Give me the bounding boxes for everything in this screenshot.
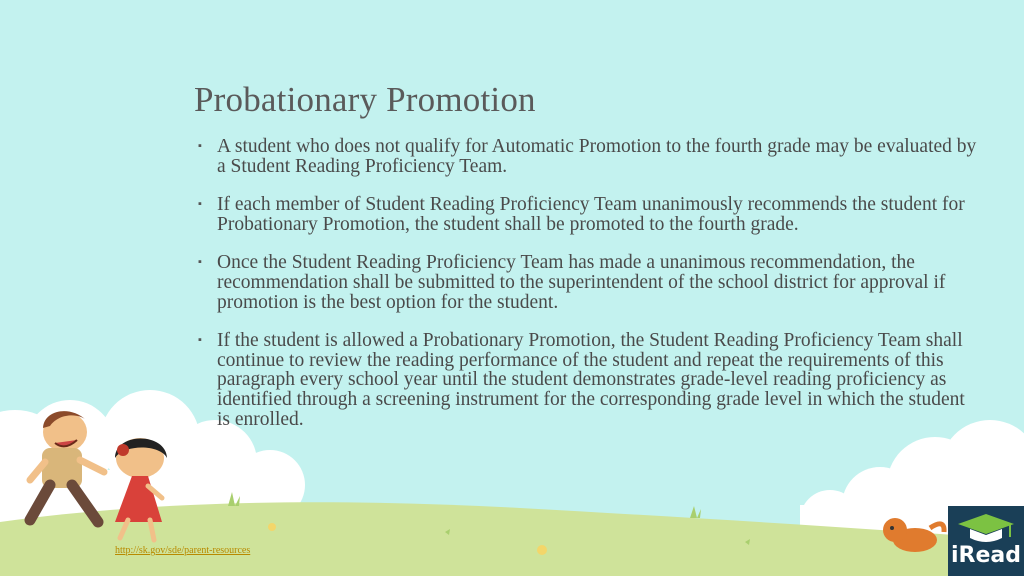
bullet-text: A student who does not qualify for Automatic Promotion to the fourth grade may be evaluated by a Student Reading Proficiency Team. <box>217 136 977 177</box>
bullet-item <box>198 253 978 312</box>
logo-text: iRead <box>951 543 1021 568</box>
bullet-marker: ▪ <box>198 198 202 211</box>
graduation-cap-icon <box>948 508 1024 548</box>
bullet-marker: ▪ <box>198 256 202 269</box>
bullet-item <box>198 137 978 176</box>
iread-logo <box>948 506 1024 576</box>
bullet-item <box>198 195 978 234</box>
slide-title: Probationary Promotion <box>194 80 536 119</box>
bullet-marker: ▪ <box>198 140 202 152</box>
bullet-item <box>198 331 978 429</box>
bullet-list <box>198 137 978 448</box>
bullet-text: If each member of Student Reading Proficiency Team unanimously recommends the student for Probationary Promotion, the student shall be promoted to the fourth grade. <box>217 194 965 235</box>
bullet-text: If the student is allowed a Probationary Promotion, the Student Reading Proficiency Team shall continue to review the reading performance of the student and repeat the requirements of this paragraph every school year until the student demonstrates grade-level reading proficiency as identified through a screening instrument for the corresponding grade level in which the student is enrolled. <box>217 330 965 430</box>
bullet-marker: ▪ <box>198 334 202 347</box>
bullet-text: Once the Student Reading Proficiency Team has made a unanimous recommendation, the recommendation shall be submitted to the superintendent of the school district for approval if promotion is the best option for the student. <box>217 252 946 313</box>
source-link[interactable]: http://sk.gov/sde/parent-resources <box>115 545 251 556</box>
